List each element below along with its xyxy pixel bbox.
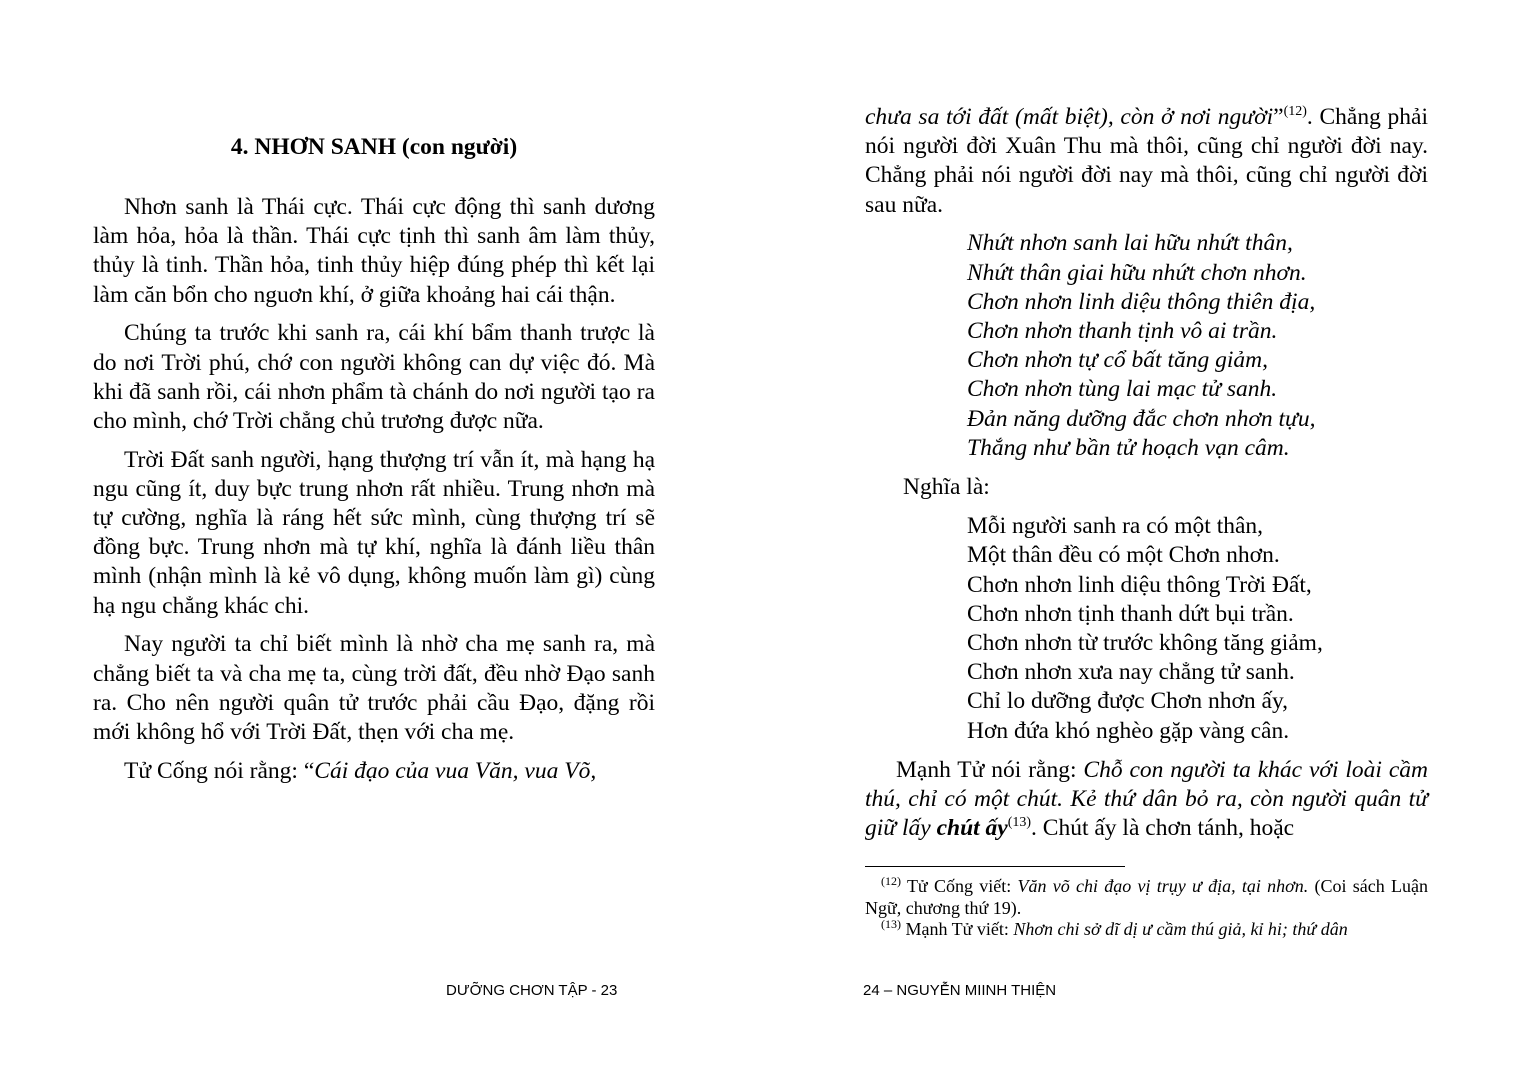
poem-line: Hơn đứa khó nghèo gặp vàng cân. xyxy=(967,717,1290,744)
footnote-ref-13: (13) xyxy=(1007,815,1032,831)
left-page-folio: DƯỠNG CHƠN TẬP - 23 xyxy=(446,982,618,999)
mencius-paragraph xyxy=(865,756,1428,844)
footnote-citation: Văn võ chi đạo vị trụy ư địa, tại nhơn. xyxy=(1017,876,1309,897)
paragraph-5 xyxy=(93,757,655,786)
meaning-label: Nghĩa là: xyxy=(903,473,990,500)
right-page xyxy=(760,0,1520,1076)
footnote-ref-12: (12) xyxy=(1283,104,1307,120)
poem-line: Chơn nhơn linh diệu thông Trời Đất, xyxy=(967,571,1312,598)
poem-line: Nhứt nhơn sanh lai hữu nhứt thân, xyxy=(967,230,1293,257)
footnote-divider xyxy=(865,866,1125,867)
footnote-12 xyxy=(865,876,1428,919)
footnote-lead: Tử Cống viết: xyxy=(901,876,1018,897)
mencius-emphasis: chút ấy xyxy=(936,815,1008,842)
poem-line: Đản năng dưỡng đắc chơn nhơn tựu, xyxy=(967,405,1316,432)
poem-line: Chơn nhơn tự cổ bất tăng giảm, xyxy=(967,347,1268,374)
poem-line: Chơn nhơn tịnh thanh dứt bụi trần. xyxy=(967,600,1294,627)
poem-line: Chơn nhơn linh diệu thông thiên địa, xyxy=(967,288,1316,315)
paragraph-1: Nhơn sanh là Thái cực. Thái cực động thì sanh dương làm hỏa, hỏa là thần. Thái cực tịnh thì sanh âm làm thủy, thủy là tinh. Thần hỏa, tinh thủy hiệp đúng phép thì kết lại làm căn bổn cho nguơn khí, ở giữa khoảng hai cái thận. xyxy=(93,194,655,308)
poem-line: Chơn nhơn tùng lai mạc tử sanh. xyxy=(967,376,1278,403)
mencius-quote: Chỗ con người ta khác với loài cầm thú, chỉ có một chút. Kẻ thứ dân bỏ ra, còn người quân tử giữ lấy xyxy=(865,756,1428,842)
poem-line: Nhứt thân giai hữu nhứt chơn nhơn. xyxy=(967,259,1307,286)
poem-line: Chỉ lo dưỡng được Chơn nhơn ấy, xyxy=(967,688,1289,715)
continued-paragraph xyxy=(865,103,1428,220)
poem-line: Chơn nhơn thanh tịnh vô ai trần. xyxy=(967,317,1278,344)
footnote-citation: Nhơn chi sở dĩ dị ư cầm thú giả, kỉ hi; thứ dân xyxy=(1013,919,1348,940)
paragraph-2: Chúng ta trước khi sanh ra, cái khí bẩm thanh trược là do nơi Trời phú, chớ con người không can dự việc đó. Mà khi đã sanh rồi, cái nhơn phẩm tà chánh do nơi người tạo ra cho mình, chớ Trời chẳng chủ trương được nữa. xyxy=(93,320,655,434)
paragraph-3: Trời Đất sanh người, hạng thượng trí vẫn ít, mà hạng hạ ngu cũng ít, duy bực trung nhơn rất nhiều. Trung nhơn mà tự cường, nghĩa là ráng hết sức mình, cùng thượng trí sẽ đồng bực. Trung nhơn mà tự khí, nghĩa là đánh liều thân mình (nhận mình là kẻ vô dụng, không muốn làm gì) cùng hạ ngu chẳng khác chi. xyxy=(93,446,655,619)
right-text-column xyxy=(865,103,1428,941)
closing-quote-mark: ” xyxy=(1273,104,1284,130)
chapter-title: 4. NHƠN SANH (con người) xyxy=(230,134,518,160)
paragraph-5-plain: Tử Cống nói rằng: “ xyxy=(124,757,315,784)
poem-line: Chơn nhơn từ trước không tăng giảm, xyxy=(967,629,1323,656)
paragraph-5-quote: Cái đạo của vua Văn, vua Võ, xyxy=(314,757,597,784)
footnote-13 xyxy=(865,919,1428,941)
continued-quote: chưa sa tới đất (mất biệt), còn ở nơi người xyxy=(865,104,1274,130)
poem-line: Mỗi người sanh ra có một thân, xyxy=(967,513,1264,540)
footnote-tail: (Coi sách Luận Ngữ, chương thứ 19). xyxy=(865,876,1429,918)
mencius-tail: . Chút ấy là chơn tánh, hoặc xyxy=(1031,815,1295,842)
right-page-folio: 24 – NGUYỄN MIINH THIỆN xyxy=(863,982,1057,999)
continued-text: . Chẳng phải nói người đời Xuân Thu mà thôi, cũng chỉ người đời nay. Chẳng phải nói người đời nay mà thôi, cũng chỉ người đời sau nữa. xyxy=(865,104,1428,218)
poem-line: Một thân đều có một Chơn nhơn. xyxy=(967,542,1280,569)
footnote-mark: (12) xyxy=(881,874,901,889)
left-text-column xyxy=(93,133,655,795)
mencius-lead: Mạnh Tử nói rằng: xyxy=(896,756,1084,783)
poem-line: Chơn nhơn xưa nay chẳng tử sanh. xyxy=(967,659,1295,686)
poem-han-viet xyxy=(967,229,1428,463)
footnote-lead: Mạnh Tử viết: xyxy=(901,919,1014,940)
footnote-mark: (13) xyxy=(881,917,901,932)
poem-vietnamese xyxy=(967,512,1428,746)
poem-line: Thắng như bần tử hoạch vạn câm. xyxy=(967,434,1290,461)
paragraph-4: Nay người ta chỉ biết mình là nhờ cha mẹ sanh ra, mà chẳng biết ta và cha mẹ ta, cùng trời đất, đều nhờ Đạo sanh ra. Cho nên người quân tử trước phải cầu Đạo, đặng rồi mới không hổ với Trời Đất, thẹn với cha mẹ. xyxy=(93,631,655,745)
